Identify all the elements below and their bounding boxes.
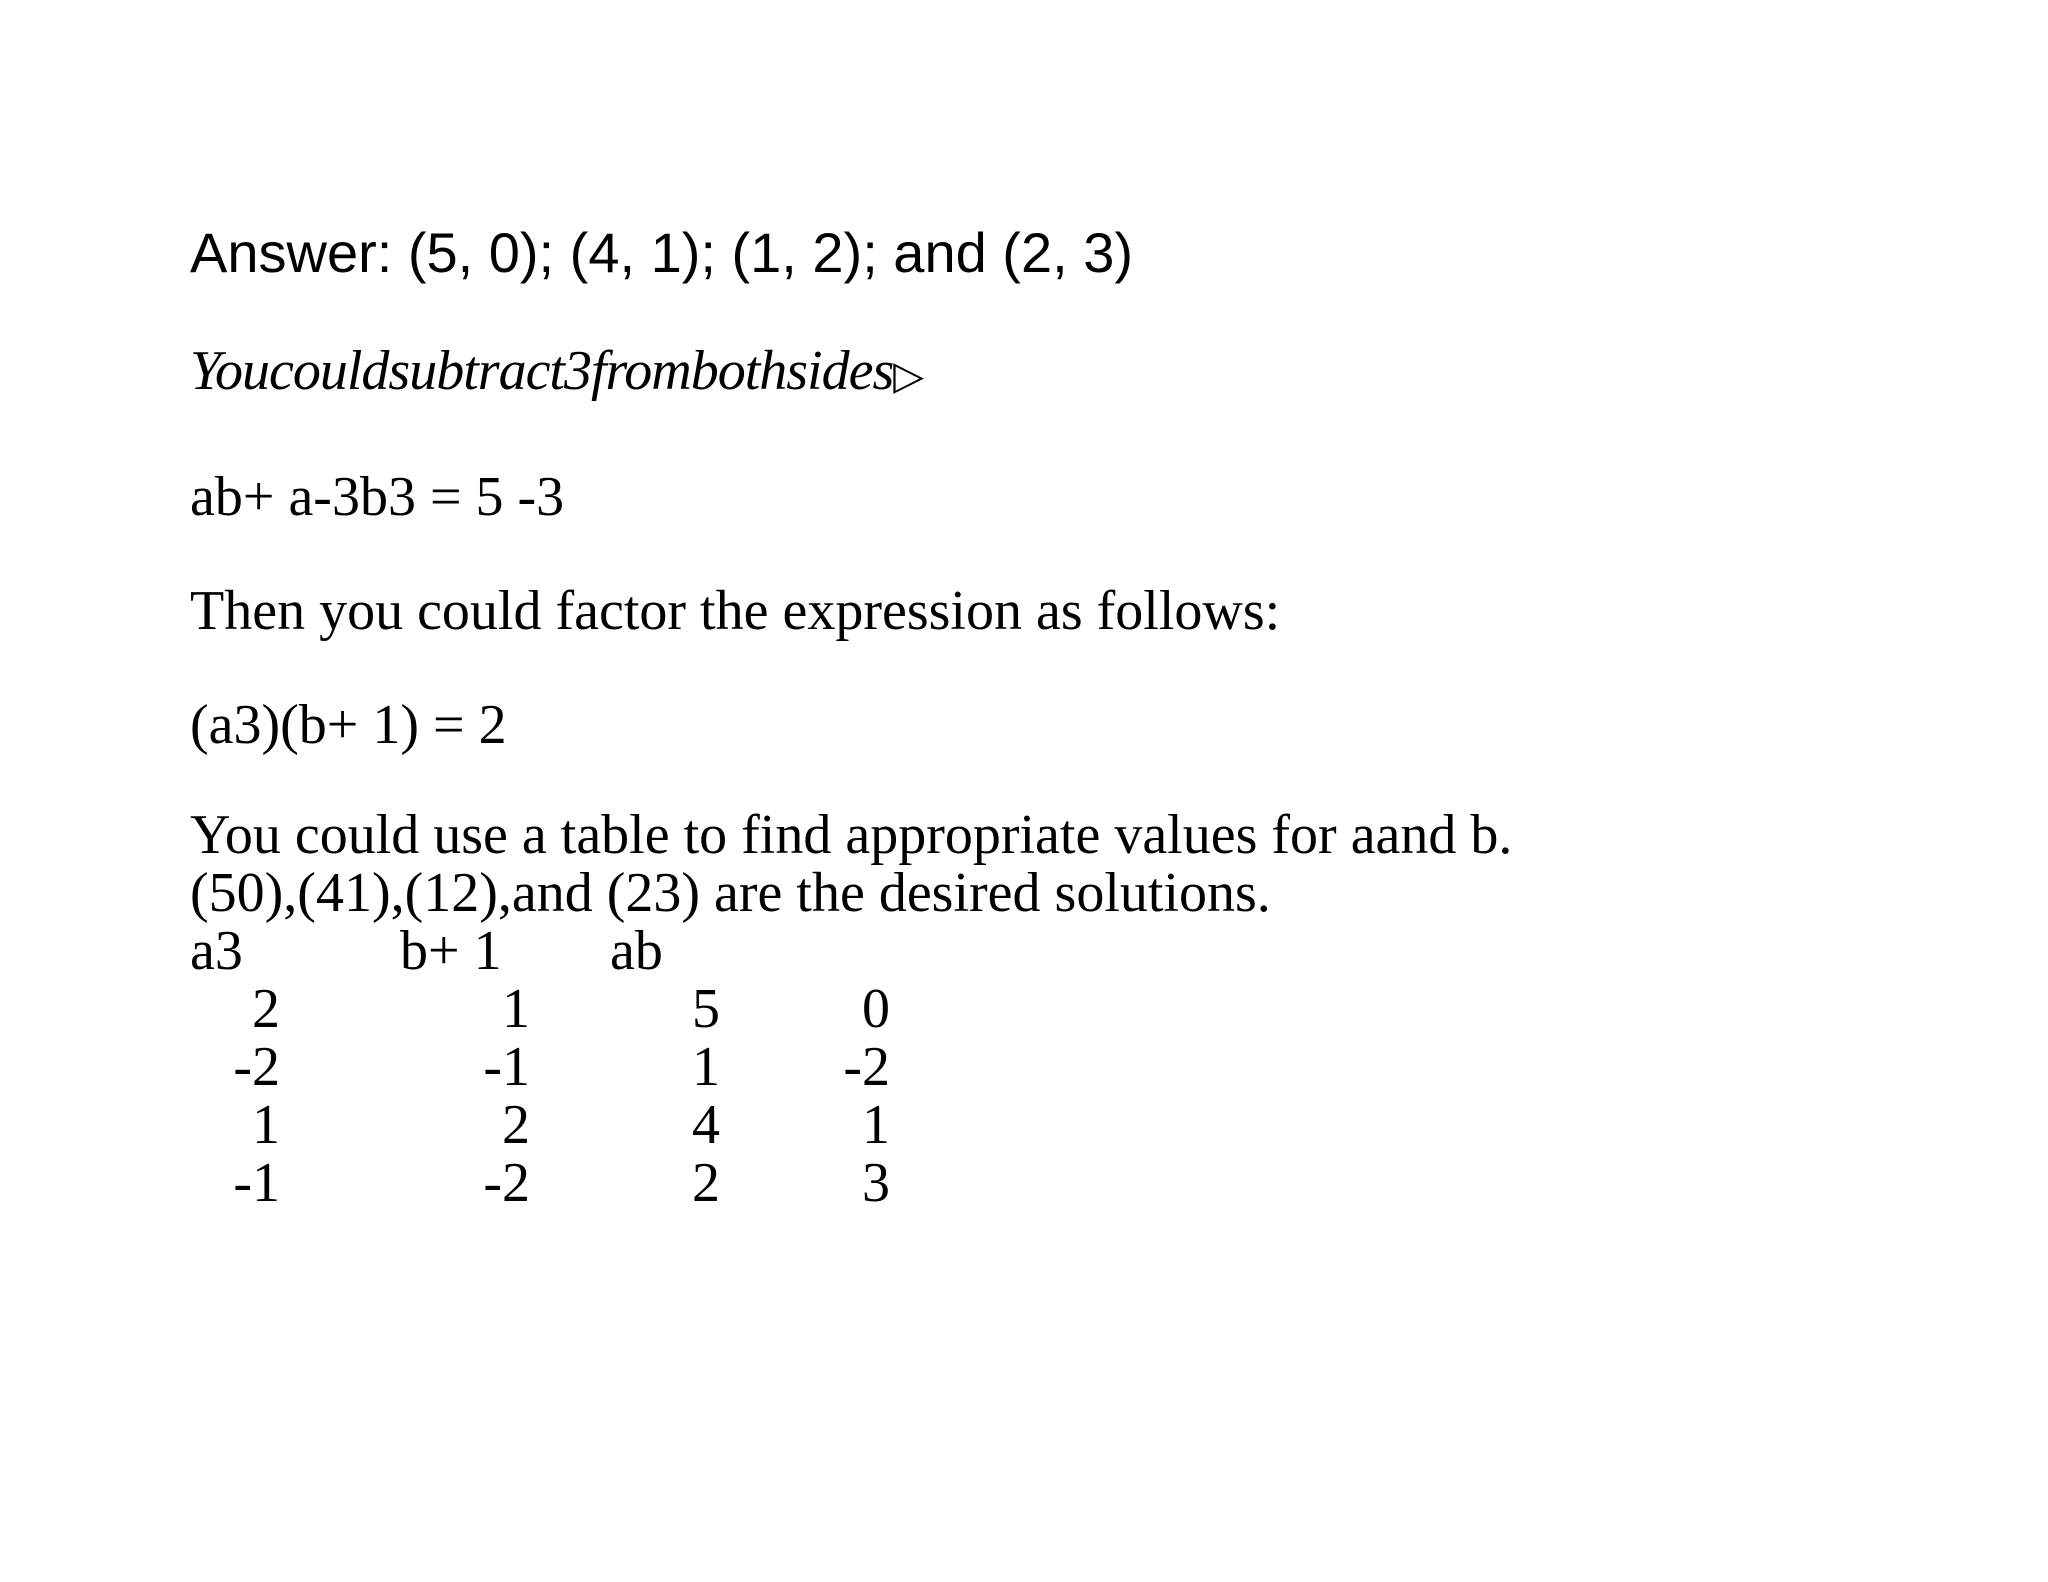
table-cell: 3: [862, 1152, 890, 1214]
table-cell: 2: [252, 978, 280, 1040]
table-cell: 4: [692, 1094, 720, 1156]
equation-factored: (a3)(b+ 1) = 2: [190, 694, 507, 756]
table-cell: -1: [483, 1036, 530, 1098]
italic-instruction-line: [190, 336, 923, 411]
table-cell: -2: [233, 1036, 280, 1098]
answer-line: Answer: (5, 0); (4, 1); (1, 2); and (2, 3): [190, 221, 1134, 284]
table-header-row: [190, 922, 950, 980]
solutions-line: (50),(41),(12),and (23) are the desired solutions.: [190, 862, 1271, 924]
table-header-cell: ab: [610, 920, 663, 982]
table-header-cell: b+ 1: [400, 920, 502, 982]
table-row: [190, 980, 950, 1038]
table-cell: -2: [483, 1152, 530, 1214]
factor-sentence: Then you could factor the expression as follows:: [190, 580, 1281, 642]
table-row: [190, 1096, 950, 1154]
table-cell: 0: [862, 978, 890, 1040]
table-cell: -2: [843, 1036, 890, 1098]
table-cell: 1: [252, 1094, 280, 1156]
table-header-cell: a3: [190, 920, 243, 982]
equation-subtract: ab+ a-3b3 = 5 -3: [190, 466, 565, 528]
table-cell: -1: [233, 1152, 280, 1214]
table-intro-line: You could use a table to find appropriate values for aand b.: [190, 804, 1513, 866]
table-cell: 5: [692, 978, 720, 1040]
table-cell: 2: [502, 1094, 530, 1156]
table-cell: 2: [692, 1152, 720, 1214]
table-cell: 1: [692, 1036, 720, 1098]
values-table: [190, 922, 950, 1212]
table-cell: 1: [502, 978, 530, 1040]
table-cell: 1: [862, 1094, 890, 1156]
table-row: [190, 1154, 950, 1212]
italic-instruction-text: Youcouldsubtract3frombothsides: [190, 340, 894, 402]
table-row: [190, 1038, 950, 1096]
triangle-right-icon: ▷: [893, 353, 924, 398]
